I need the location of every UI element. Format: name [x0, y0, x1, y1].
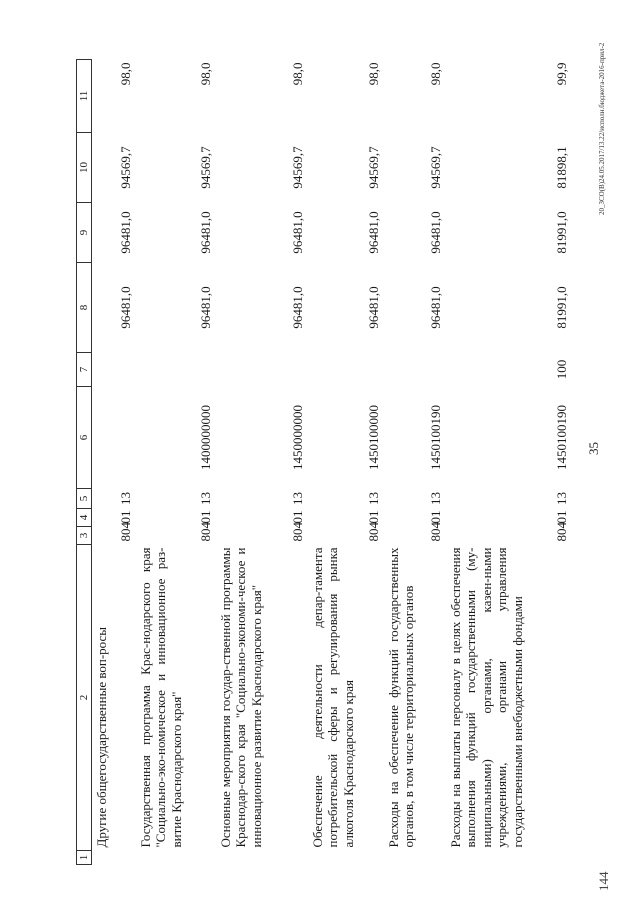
value-col11: 98,0	[289, 62, 305, 86]
section-code: 01	[365, 510, 381, 524]
admin-code: 804	[553, 522, 569, 542]
subsection-code: 13	[553, 492, 569, 505]
row-name: Обеспечение деятельности депар-тамента потребительской сферы и регулирования рынка алкоголя Краснодарского края	[309, 547, 356, 848]
target-article: 1400000000	[197, 405, 213, 470]
target-article	[92, 387, 136, 489]
value-col9: 96481,0	[117, 211, 133, 254]
col-header-3: 3	[77, 527, 92, 545]
col-header-10: 10	[77, 133, 92, 203]
value-col8: 96481,0	[365, 286, 381, 329]
section-code: 01	[197, 510, 213, 524]
target-article: 1450000000	[289, 405, 305, 470]
value-col10: 94569,7	[117, 146, 133, 189]
subsection-code: 13	[365, 492, 381, 505]
expense-type	[136, 353, 216, 387]
col-header-1: 1	[77, 851, 92, 865]
admin-code: 804	[117, 522, 133, 542]
expense-type	[308, 353, 384, 387]
value-col8: 96481,0	[117, 286, 133, 329]
target-article: 1450100190	[553, 405, 569, 470]
value-col9: 96481,0	[289, 211, 305, 254]
footer-text: 20_ЗСО(В)24.05.2017/13.22/исполн.бюджета-2016-прил-2	[598, 42, 606, 215]
value-col10: 94569,7	[197, 146, 213, 189]
table-row	[446, 60, 572, 865]
col-header-5: 5	[77, 489, 92, 509]
page-number: 35	[586, 442, 601, 455]
value-col11: 98,0	[365, 62, 381, 86]
table-row	[308, 60, 384, 865]
subsection-code: 13	[289, 492, 305, 505]
table-row	[136, 60, 216, 865]
value-col11: 98,0	[427, 62, 443, 86]
subsection-code: 13	[197, 492, 213, 505]
admin-code: 804	[197, 522, 213, 542]
value-col9: 96481,0	[197, 211, 213, 254]
section-code: 01	[427, 510, 443, 524]
value-col9: 81991,0	[553, 211, 569, 254]
section-code: 01	[553, 510, 569, 524]
row-name: Расходы на выплаты персоналу в целях обеспечения выполнения функций государственными (му-ниципальными) органами, казен-ными учреждениями, органами управления государственными внебюджетными фондами	[447, 547, 525, 848]
expense-type	[92, 353, 136, 387]
admin-code: 804	[427, 522, 443, 542]
table-row	[384, 60, 446, 865]
col-header-8: 8	[77, 263, 92, 353]
value-col8: 81991,0	[553, 286, 569, 329]
table-row	[92, 60, 136, 865]
value-col8: 96481,0	[197, 286, 213, 329]
row-name: Расходы на обеспечение функций государственных органов, в том числе территориальных органов	[385, 547, 417, 848]
section-code: 01	[117, 510, 133, 524]
value-col9: 96481,0	[365, 211, 381, 254]
target-article: 1450100190	[427, 405, 443, 470]
value-col10: 94569,7	[289, 146, 305, 189]
col-header-9: 9	[77, 203, 92, 263]
row-name: Государственная программа Крас-нодарского края "Социально-эко-номическое и инновационное раз-витие Краснодарского края"	[137, 547, 184, 848]
corner-mark: 144	[596, 871, 611, 891]
subsection-code: 13	[427, 492, 443, 505]
col-header-2: 2	[77, 545, 92, 851]
col-header-6: 6	[77, 387, 92, 489]
expense-type	[384, 353, 446, 387]
admin-code: 804	[365, 522, 381, 542]
value-col10: 94569,7	[365, 146, 381, 189]
col-header-4: 4	[77, 509, 92, 527]
col-header-11: 11	[77, 60, 92, 133]
value-col10: 81898,1	[553, 146, 569, 189]
row-name: Основные мероприятия государ-ственной программы Краснодар-ского края "Социально-экономи-ческое и инновационное развитие Краснодарского края"	[217, 547, 264, 848]
row-name: Другие общегосударственные воп-росы	[94, 626, 109, 848]
header-row	[77, 60, 92, 865]
target-article: 1450100000	[365, 405, 381, 470]
table-row	[216, 60, 308, 865]
value-col10: 94569,7	[427, 146, 443, 189]
col-header-7: 7	[77, 353, 92, 387]
expense-type: 100	[553, 359, 569, 380]
section-code: 01	[289, 510, 305, 524]
budget-table	[76, 59, 572, 865]
subsection-code: 13	[117, 492, 133, 505]
value-col11: 99,9	[553, 62, 569, 86]
value-col11: 98,0	[197, 62, 213, 86]
value-col8: 96481,0	[289, 286, 305, 329]
expense-type	[216, 353, 308, 387]
value-col11: 98,0	[117, 62, 133, 86]
value-col8: 96481,0	[427, 286, 443, 329]
admin-code: 804	[289, 522, 305, 542]
value-col9: 96481,0	[427, 211, 443, 254]
